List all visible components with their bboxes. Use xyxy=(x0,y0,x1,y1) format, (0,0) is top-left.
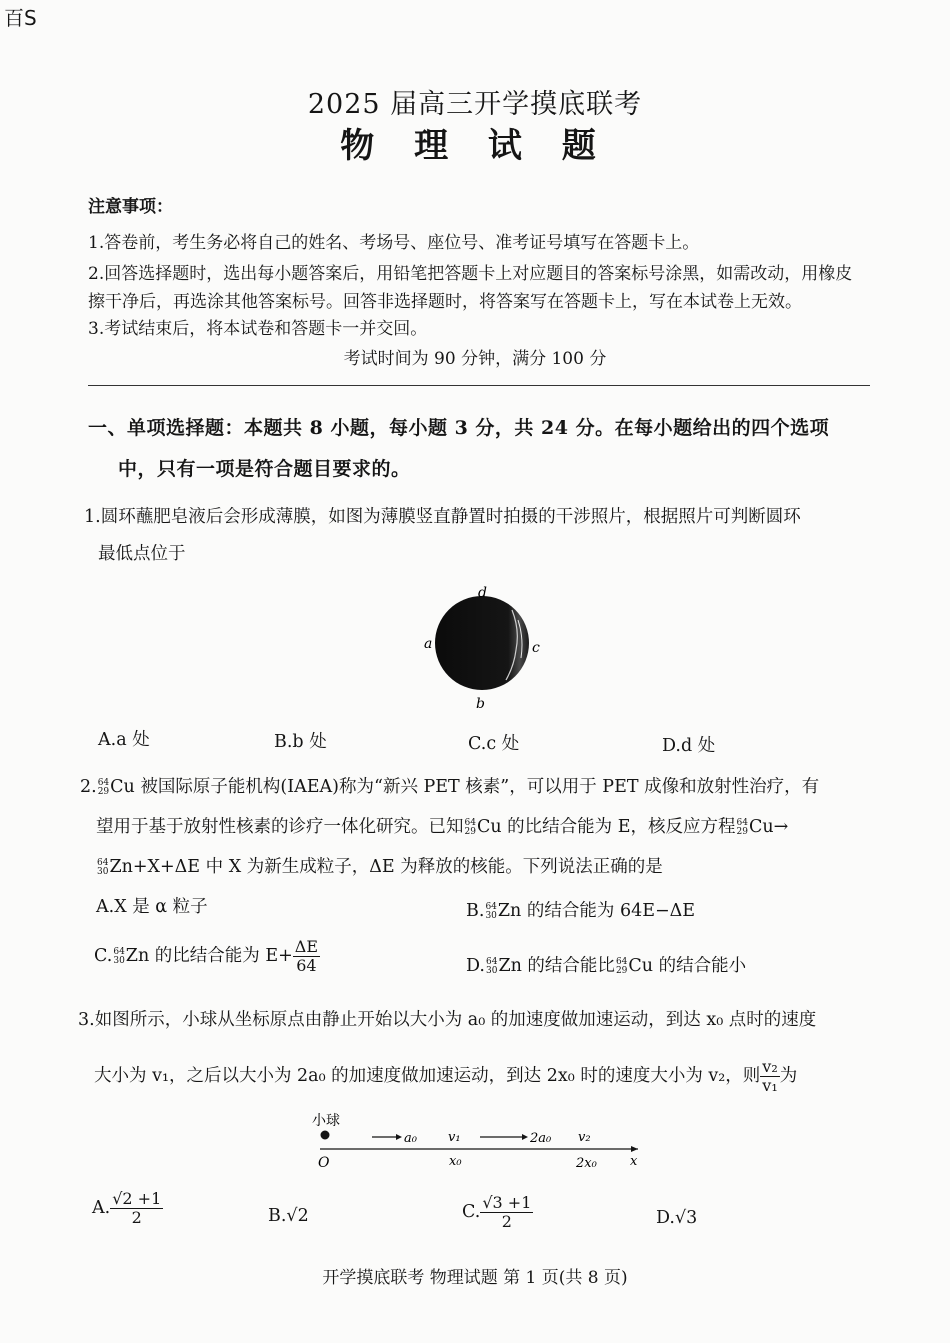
label-b: b xyxy=(476,696,485,712)
q3-option-a: A. $\frac{√2 +1}{2}$ xyxy=(92,1189,162,1227)
axis-arrow xyxy=(631,1146,638,1152)
2a0-arrowhead xyxy=(522,1134,528,1140)
section-heading-2: 中，只有一项是符合题目要求的。 xyxy=(118,458,411,480)
velocity-ratio: $\frac{\text{v₂}}{\text{v₁}}$ xyxy=(762,1057,778,1095)
note-2: 2.回答选择题时，选出每小题答案后，用铅笔把答题卡上对应题目的答案标号涂黑，如需改动，用橡皮 xyxy=(88,264,853,284)
q1-text-1: 1.圆环蘸肥皂液后会形成薄膜，如图为薄膜竖直静置时拍摄的干涉照片，根据照片可判断圆环 xyxy=(84,507,801,527)
q3-option-d: D.√3 xyxy=(656,1208,698,1228)
fraction: $\frac{√3 +1}{2}$ xyxy=(482,1193,532,1231)
zn-isotope: 64 30 xyxy=(97,857,109,877)
cu-isotope: 64 29 xyxy=(736,817,748,837)
zn-isotope: 64 30 xyxy=(485,901,497,921)
x0-label: x₀ xyxy=(449,1154,462,1169)
x-label: x xyxy=(630,1154,638,1169)
q2-number: 2. xyxy=(80,777,97,797)
notes-heading: 注意事项： xyxy=(88,197,173,217)
q1-option-c: C.c 处 xyxy=(468,734,520,754)
q1-option-b: B.b 处 xyxy=(274,732,327,752)
q2-text-3: 64 30 Zn+X+ΔE 中 X 为新生成粒子，ΔE 为释放的核能。下列说法正确的是 xyxy=(97,857,663,877)
a0-arrowhead xyxy=(396,1134,402,1140)
origin-label: O xyxy=(318,1155,330,1171)
section-heading-1: 一、单项选择题：本题共 8 小题，每小题 3 分，共 24 分。在每小题给出的四个选项 xyxy=(88,417,830,439)
ball-label: 小球 xyxy=(312,1113,340,1129)
q2-option-a: A.X 是 α 粒子 xyxy=(96,897,208,917)
exam-title: 2025 届高三开学摸底联考 xyxy=(307,89,643,120)
note-1: 1.答卷前，考生务必将自己的姓名、考场号、座位号、准考证号填写在答题卡上。 xyxy=(88,233,700,253)
2a0-label: 2a₀ xyxy=(530,1131,552,1146)
q3-text-1: 3.如图所示，小球从坐标原点由静止开始以大小为 a₀ 的加速度做加速运动，到达 x₀ 点时的速度 xyxy=(78,1010,817,1030)
q3-motion-diagram xyxy=(300,1105,650,1175)
exam-time: 考试时间为 90 分钟，满分 100 分 xyxy=(343,349,607,369)
a0-label: a₀ xyxy=(404,1131,417,1146)
zn-isotope: 64 30 xyxy=(113,946,125,966)
q2-option-d: D. 64 30 Zn 的结合能比 64 29 Cu 的结合能小 xyxy=(466,956,747,976)
film-disc xyxy=(435,596,529,690)
note-3: 3.考试结束后，将本试卷和答题卡一并交回。 xyxy=(88,319,428,339)
q1-text-2: 最低点位于 xyxy=(98,544,186,564)
q2-option-c: C. 64 30 Zn 的比结合能为 E+ $\frac{\Delta E}{64}$ xyxy=(94,937,319,975)
fraction: $\frac{\Delta E}{64}$ xyxy=(294,937,319,975)
subject-title: 物 理 试 题 xyxy=(340,126,610,166)
note-2-cont: 擦干净后，再选涂其他答案标号。回答非选择题时，将答案写在答题卡上，写在本试卷上无效。 xyxy=(88,292,802,312)
divider xyxy=(88,385,870,386)
q1-option-a: A.a 处 xyxy=(98,730,150,750)
label-c: c xyxy=(532,640,540,656)
v2-label: v₂ xyxy=(578,1130,591,1145)
publisher-logo: 百S xyxy=(4,6,37,30)
q2-option-b: B. 64 30 Zn 的结合能为 64E−ΔE xyxy=(466,901,696,921)
cu-isotope: 64 29 xyxy=(615,956,628,976)
q3-text-2: 大小为 v₁，之后以大小为 2a₀ 的加速度做加速运动，到达 2x₀ 时的速度大小为 v₂，则 $\frac{\text{v₂}}{\text{v₁}}$ 为 xyxy=(94,1057,798,1095)
q1-option-d: D.d 处 xyxy=(662,736,716,756)
q2-text-1-body: Cu 被国际原子能机构(IAEA)称为“新兴 PET 核素”，可以用于 PET 成像和放射性治疗，有 xyxy=(110,777,820,797)
ball xyxy=(321,1131,329,1139)
label-d: d xyxy=(478,585,487,601)
zn-isotope: 64 30 xyxy=(485,956,498,976)
v1-label: v₁ xyxy=(448,1130,461,1145)
fraction: $\frac{√2 +1}{2}$ xyxy=(112,1189,162,1227)
q3-option-b: B.√2 xyxy=(268,1206,309,1226)
2x0-label: 2x₀ xyxy=(576,1156,597,1171)
label-a: a xyxy=(424,636,433,652)
q1-interference-figure xyxy=(420,580,550,715)
cu-isotope: 64 29 xyxy=(97,777,110,797)
cu-isotope: 64 29 xyxy=(464,817,476,837)
page-footer: 开学摸底联考 物理试题 第 1 页(共 8 页) xyxy=(322,1268,628,1288)
q2-text-1 xyxy=(80,773,819,798)
q2-text-2: 望用于基于放射性核素的诊疗一体化研究。已知 64 29 Cu 的比结合能为 E，核反应方程 64 29 Cu→ xyxy=(96,817,789,837)
q3-option-c: C. $\frac{√3 +1}{2}$ xyxy=(462,1193,532,1231)
